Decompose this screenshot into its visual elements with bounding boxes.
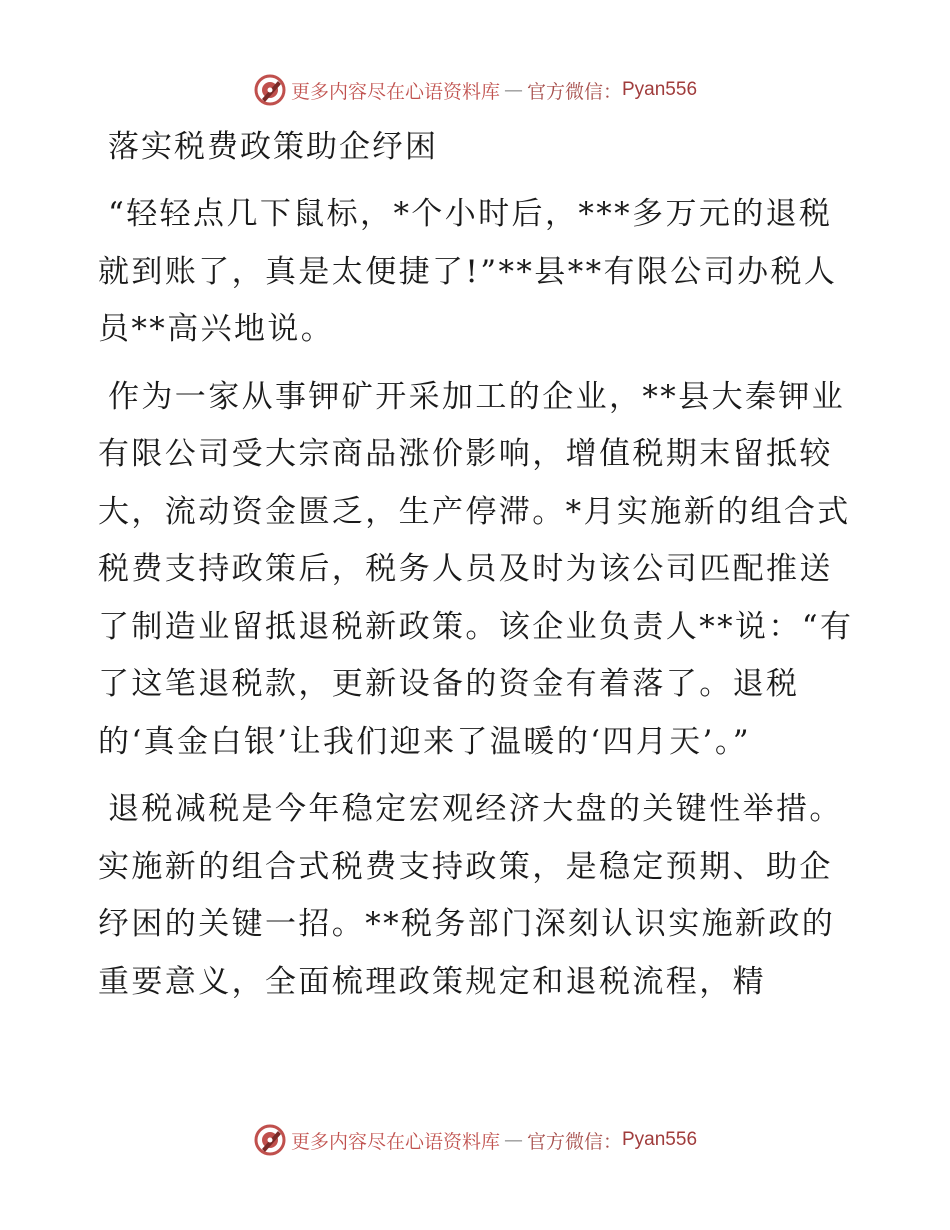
pen-logo-icon [253,1123,287,1157]
paragraph-3: 退税减税是今年稳定宏观经济大盘的关键性举措。实施新的组合式税费支持政策，是稳定预期、助企纾困的关键一招。**税务部门深刻认识实施新政的重要意义，全面梳理政策规定和退税流程，精 [98,791,843,1000]
watermark-dash: — [503,1129,523,1151]
paragraph-1: “轻轻点几下鼠标，*个小时后，***多万元的退税就到账了，真是太便捷了!”**县**有限公司办税人员**高兴地说。 [98,196,838,347]
pen-logo-icon [253,73,287,107]
footer-watermark [0,1120,950,1160]
watermark-label: 官方微信： [526,1130,622,1153]
header-watermark [0,70,950,110]
watermark-site-text: 更多内容尽在心语资料库 [290,80,500,103]
watermark-site-text: 更多内容尽在心语资料库 [290,1130,500,1153]
watermark-account: Pyan556 [622,79,698,100]
paragraph-2: 作为一家从事钾矿开采加工的企业，**县大秦钾业有限公司受大宗商品涨价影响，增值税期末留抵较大，流动资金匮乏，生产停滞。*月实施新的组合式税费支持政策后，税务人员及时为该公司匹配推送了制造业留抵退税新政策。该企业负责人**说：“有了这笔退税款，更新设备的资金有着落了。退税的‘真金白银’让我们迎来了温暖的‘四月天’。” [98,378,854,760]
watermark-dash: — [503,79,523,101]
watermark-label: 官方微信： [526,80,622,103]
document-title: 落实税费政策助企纾困 [108,129,438,165]
document-body [98,122,858,1021]
watermark-account: Pyan556 [622,1129,698,1150]
